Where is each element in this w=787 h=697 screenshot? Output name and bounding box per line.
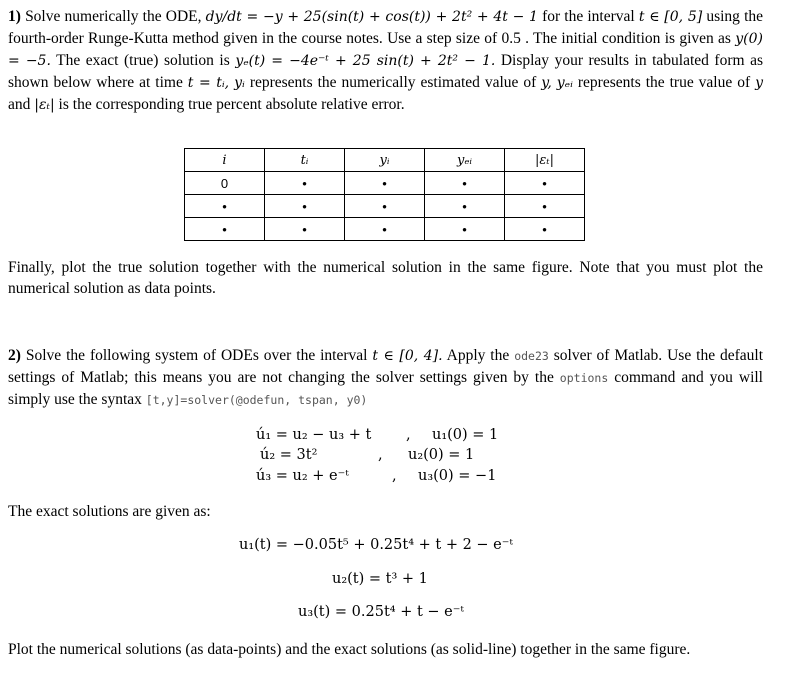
- equation-1: [256, 427, 498, 443]
- problem2-apply-text: Apply the: [446, 347, 510, 364]
- problem1-err-text: is the corresponding true percent absolute relative error.: [58, 96, 405, 113]
- table-cell: •: [265, 172, 345, 195]
- problem2-interval: t ∈ [0, 4].: [372, 348, 443, 364]
- table-cell: •: [425, 172, 505, 195]
- table-cell: •: [425, 195, 505, 218]
- equation-1-ic: u₁(0) = 1: [432, 427, 499, 443]
- header-yi: yᵢ: [345, 149, 425, 172]
- exact-intro: The exact solutions are given as:: [8, 503, 211, 520]
- equation-3: [256, 468, 496, 484]
- exact-solution-3: u₃(t) = 0.25t⁴ + t − e⁻ᵗ: [298, 604, 464, 620]
- problem2-intro: Solve the following system of ODEs over the interval: [25, 347, 368, 364]
- problem1-yi-text: represents the numerically estimated value of: [249, 74, 537, 91]
- table-cell: •: [345, 218, 425, 241]
- equation-3-ic: u₃(0) = −1: [418, 468, 497, 484]
- problem1-y-var: y,: [541, 75, 552, 91]
- table-cell: •: [345, 195, 425, 218]
- equation-3-sep: ,: [392, 468, 397, 484]
- problem1-display-text: Display your results in tabulated form as shown below where at time: [8, 52, 763, 91]
- problem1-number: 1): [8, 8, 21, 25]
- problem2-options-word: options: [559, 371, 609, 385]
- results-table: [184, 148, 585, 241]
- table-cell: •: [185, 218, 265, 241]
- problem1-and-text: and: [8, 96, 31, 113]
- table-header-row: [185, 149, 585, 172]
- problem1-y-var2: y: [755, 75, 763, 91]
- problem2-solver-name: ode23: [514, 349, 549, 363]
- table-cell: •: [265, 195, 345, 218]
- problem2-final-text: Plot the numerical solutions (as data-points) and the exact solutions (as solid-line) together in the same figure.: [8, 641, 691, 658]
- equation-2-ode: ú₂ = 3t²: [260, 447, 318, 463]
- header-i: i: [185, 149, 265, 172]
- table-cell: •: [505, 195, 585, 218]
- table-cell: •: [505, 218, 585, 241]
- problem1-exact-solution: yₑ(t) = −4e⁻ᵗ + 25 sin(t) + 2t² − 1.: [235, 53, 496, 69]
- equation-2-ic: u₂(0) = 1: [408, 447, 475, 463]
- equation-1-ode: ú₁ = u₂ − u₃ + t: [256, 427, 372, 443]
- table-row: [185, 172, 585, 195]
- problem1-exact-intro: The exact (true) solution is: [56, 52, 230, 69]
- table-cell: •: [265, 218, 345, 241]
- problem1-yei-text: represents the true value of: [577, 74, 751, 91]
- table-row: [185, 218, 585, 241]
- table-cell: •: [185, 195, 265, 218]
- table-cell: •: [345, 172, 425, 195]
- problem1-initial-condition: y(0) = −5.: [8, 31, 764, 69]
- problem1-yei-def: yₑᵢ: [556, 75, 573, 91]
- problem1-err-def: |εₜ|: [34, 97, 55, 113]
- table-cell: •: [505, 172, 585, 195]
- problem1-interval: t ∈ [0, 5]: [638, 9, 703, 25]
- problem2-number: 2): [8, 347, 21, 364]
- header-yei: yₑᵢ: [425, 149, 505, 172]
- problem1-intro: Solve numerically the ODE,: [25, 8, 202, 25]
- problem2-solver-text: solver of Matlab. Use the default settings of Matlab; this means you are not changing the solver settings given by the: [8, 347, 764, 386]
- equation-3-ode: ú₃ = u₂ + e⁻ᵗ: [256, 468, 349, 484]
- table-cell: •: [425, 218, 505, 241]
- table-row: [185, 195, 585, 218]
- equation-2: [260, 447, 474, 463]
- table-cell: 0: [185, 172, 265, 195]
- problem2-statement: [8, 345, 763, 411]
- problem1-final-text: Finally, plot the true solution together with the numerical solution in the same figure. Note that you must plot the numerical solution as data points.: [8, 259, 763, 297]
- header-error: |εₜ|: [505, 149, 585, 172]
- exact-solution-2: u₂(t) = t³ + 1: [332, 571, 428, 587]
- equation-2-sep: ,: [378, 447, 383, 463]
- problem1-method: using the fourth-order Runge-Kutta method given in the course notes. Use a step size of 0.5 . The initial condition is given as: [8, 8, 764, 47]
- problem2-syntax: [t,y]=solver(@odefun, tspan, y0): [145, 393, 368, 407]
- problem1-yi-def: yᵢ: [234, 75, 245, 91]
- problem1-for: for the interval: [542, 8, 635, 25]
- problem2-command-text: command and you will simply use the syntax: [8, 369, 763, 408]
- problem1-statement: [8, 6, 763, 116]
- header-ti: tᵢ: [265, 149, 345, 172]
- problem1-ode: dy/dt = −y + 25(sin(t) + cos(t)) + 2t² + 4t − 1: [205, 9, 538, 25]
- exact-solution-1: u₁(t) = −0.05t⁵ + 0.25t⁴ + t + 2 − e⁻ᵗ: [239, 537, 513, 553]
- equation-1-sep: ,: [406, 427, 411, 443]
- problem1-time-def: t = tᵢ,: [187, 75, 230, 91]
